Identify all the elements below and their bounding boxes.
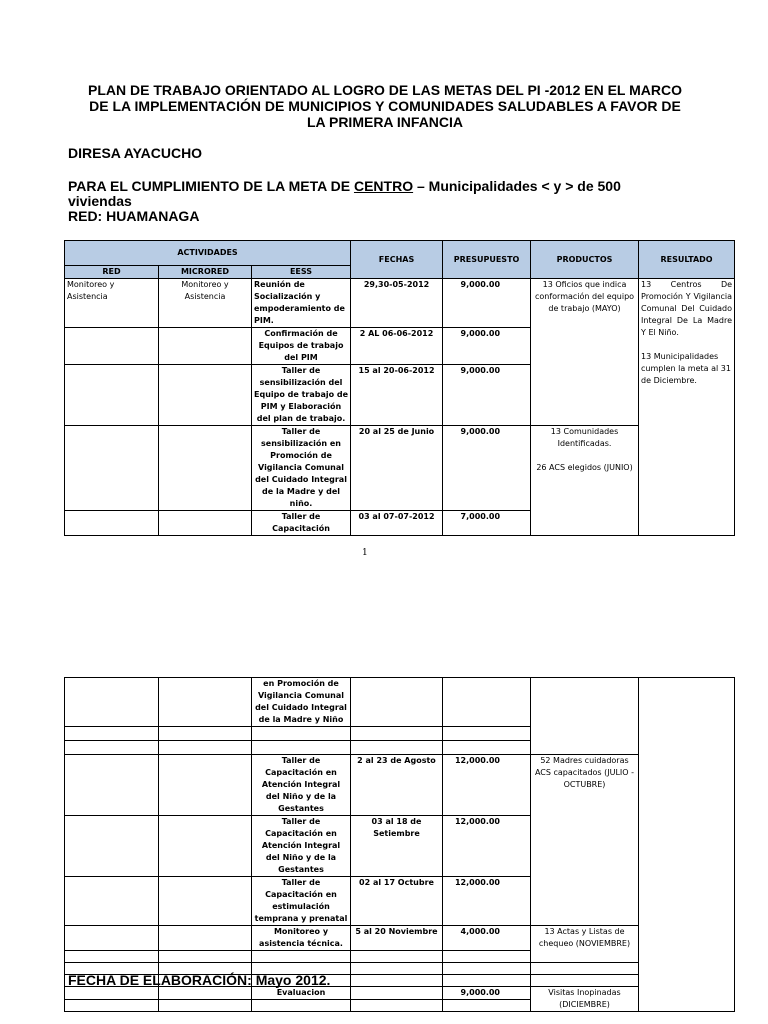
- fecha-cell: 2 al 23 de Agosto: [351, 755, 443, 816]
- eess-cell: Taller de sensibilización en Promoción de Vigilancia Comunal del Cuidado Integral de la Madre y del niño.: [252, 426, 351, 511]
- producto-comunidades: 13 Comunidades Identificadas.: [550, 427, 619, 448]
- eess-cell: Taller de Capacitación en Atención Integral del Niño y de la Gestantes: [252, 816, 351, 877]
- presupuesto-cell: 9,000.00: [443, 279, 531, 328]
- meta-heading: [68, 178, 621, 194]
- meta-centro: CENTRO: [353, 178, 414, 194]
- eess-cell: Taller de Capacitación en Atención Integral del Niño y de la Gestantes: [252, 755, 351, 816]
- table-row: [65, 279, 735, 328]
- table-row: [65, 926, 735, 951]
- presupuesto-cell: 4,000.00: [443, 926, 531, 951]
- diresa-heading: DIRESA AYACUCHO: [68, 145, 203, 161]
- header-fechas: FECHAS: [351, 241, 443, 279]
- title-line-1: PLAN DE TRABAJO ORIENTADO AL LOGRO DE LAS METAS DEL PI -2012 EN EL MARCO: [87, 82, 683, 98]
- red-heading: RED: HUAMANAGA: [68, 208, 200, 224]
- productos-cell: [531, 426, 639, 536]
- fecha-cell: 03 al 07-07-2012: [351, 511, 443, 536]
- header-microred: MICRORED: [159, 266, 252, 279]
- header-eess: EESS: [252, 266, 351, 279]
- eess-cell: Taller de sensibilización del Equipo de trabajo de PIM y Elaboración del plan de trabajo.: [252, 365, 351, 426]
- presupuesto-cell: 9,000.00: [443, 426, 531, 511]
- resultado-2: 13 Municipalidades cumplen la meta al 31 de Diciembre.: [641, 352, 731, 385]
- presupuesto-cell: 7,000.00: [443, 511, 531, 536]
- table-row: [65, 426, 735, 511]
- eess-cell: Confirmación de Equipos de trabajo del PIM: [252, 328, 351, 365]
- red-cell: Monitoreo y Asistencia: [65, 279, 159, 328]
- header-productos: PRODUCTOS: [531, 241, 639, 279]
- presupuesto-cell: 9,000.00: [443, 987, 531, 1000]
- producto-acs: 26 ACS elegidos (JUNIO): [536, 463, 633, 472]
- meta-prefix: PARA EL CUMPLIMIENTO DE LA META DE: [68, 178, 354, 194]
- microred-cell: Monitoreo y Asistencia: [159, 279, 252, 328]
- title-line-3: LA PRIMERA INFANCIA: [306, 114, 464, 130]
- fecha-cell: 2 AL 06-06-2012: [351, 328, 443, 365]
- presupuesto-cell: 9,000.00: [443, 328, 531, 365]
- productos-cell: 13 Oficios que indica conformación del equipo de trabajo (MAYO): [531, 279, 639, 426]
- productos-cell: 13 Actas y Listas de chequeo (NOVIEMBRE): [531, 926, 639, 963]
- presupuesto-cell: 12,000.00: [443, 755, 531, 816]
- plan-table-1: [64, 240, 735, 536]
- header-actividades: ACTIVIDADES: [65, 241, 351, 266]
- eess-cell: Evaluacion: [252, 987, 351, 1000]
- fecha-cell: 02 al 17 Octubre: [351, 877, 443, 926]
- table-row: [65, 987, 735, 1000]
- page-number: 1: [362, 548, 368, 558]
- table-row: [65, 678, 735, 727]
- presupuesto-cell: 12,000.00: [443, 816, 531, 877]
- eess-cell: Monitoreo y asistencia técnica.: [252, 926, 351, 951]
- table-row: [65, 755, 735, 816]
- header-presupuesto: PRESUPUESTO: [443, 241, 531, 279]
- fecha-cell: 15 al 20-06-2012: [351, 365, 443, 426]
- header-red: RED: [65, 266, 159, 279]
- productos-cell: 52 Madres cuidadoras ACS capacitados (JULIO - OCTUBRE): [531, 755, 639, 926]
- fecha-elaboracion: FECHA DE ELABORACIÓN: Mayo 2012.: [68, 972, 331, 988]
- header-resultado: RESULTADO: [639, 241, 735, 279]
- presupuesto-cell: 9,000.00: [443, 365, 531, 426]
- eess-cell: Reunión de Socialización y empoderamiento de PIM.: [252, 279, 351, 328]
- meta-suffix: – Municipalidades < y > de 500: [413, 178, 621, 194]
- title-line-2: DE LA IMPLEMENTACIÓN DE MUNICIPIOS Y COMUNIDADES SALUDABLES A FAVOR DE: [89, 98, 681, 114]
- eess-cell: en Promoción de Vigilancia Comunal del Cuidado Integral de la Madre y Niño: [252, 678, 351, 727]
- presupuesto-cell: 12,000.00: [443, 877, 531, 926]
- eess-cell: Taller de Capacitación en estimulación temprana y prenatal: [252, 877, 351, 926]
- fecha-cell: 03 al 18 de Setiembre: [351, 816, 443, 877]
- resultado-cell: [639, 279, 735, 536]
- productos-cell: Visitas Inopinadas (DICIEMBRE): [531, 987, 639, 1012]
- fecha-cell: 29,30-05-2012: [351, 279, 443, 328]
- resultado-1: 13 Centros De Promoción Y Vigilancia Comunal Del Cuidado Integral De La Madre Y El Niño.: [641, 280, 733, 337]
- document-title: [60, 82, 710, 130]
- meta-line-2: viviendas: [68, 193, 132, 209]
- fecha-cell: 20 al 25 de Junio: [351, 426, 443, 511]
- fecha-cell: 5 al 20 Noviembre: [351, 926, 443, 951]
- eess-cell: Taller de Capacitación: [252, 511, 351, 536]
- plan-table-2: [64, 677, 735, 1012]
